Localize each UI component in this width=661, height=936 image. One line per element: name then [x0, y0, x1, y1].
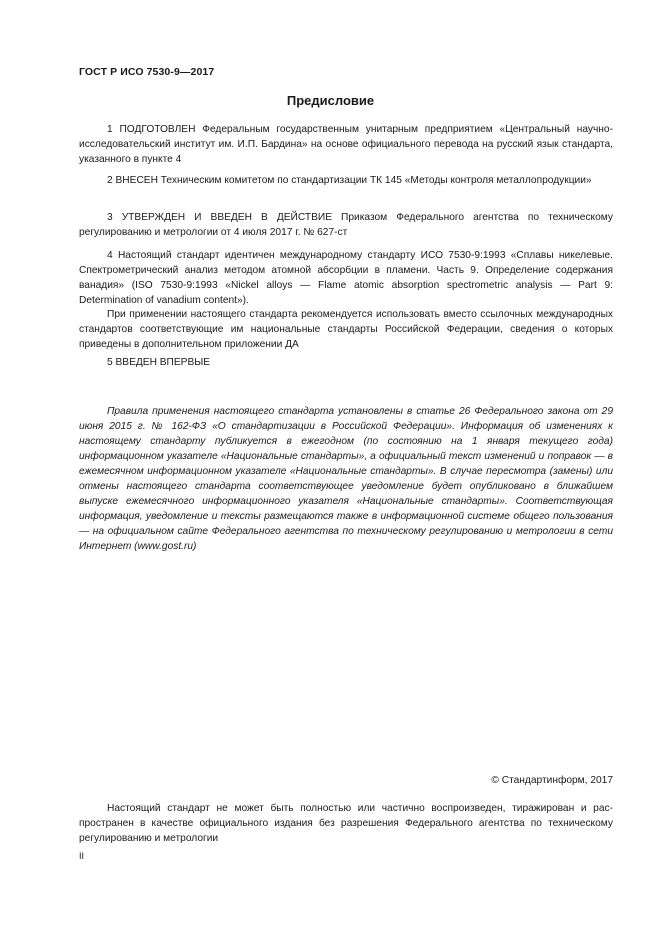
reproduction-notice: Настоящий стандарт не может быть полностью или частично воспроизведен, тиражирован и распространен в качестве официального издания без разрешения Федерального агентства по техническому регулированию и метрологии	[79, 803, 613, 844]
item-4-identical: 4 Настоящий стандарт идентичен международному стандарту ИСО 7530-9:1993 «Сплавы никелевые. Спектрометрический анализ методом атомной абсорбции в пламени. Часть 9. Определение содержания ванадия» (ISO 7530-9:1993 «Nickel alloys — Flame atomic absorption spectrometric analysis — Part 9: Determination of vanadium content»).	[79, 250, 613, 306]
rules-notice: Правила применения настоящего стандарта установлены в статье 26 Федерального закона от 29 июня 2015 г. № 162-ФЗ «О стандартизации в Российской Федерации». Информация об изменениях к настоящему стандарту публикуется в ежегодном (по состоянию на 1 января текущего года) информационном указателе «Национальные стандарты», а официальный текст изменений и поправок — в ежемесячном информационном указателе «Национальные стандарты». В случае пересмотра (замены) или отмены настоящего стандарта соответствующее уведомление будет опубликовано в ближайшем выпуске ежемесячного информационного указателя «Национальные стандарты». Соответствующая информация, уведомление и тексты размещаются также в информационной системе общего пользования — на официальном сайте Федерального агентства по техническому регулированию и метрологии в сети Интернет (www.gost.ru)	[79, 406, 613, 552]
item-5-first-introduced: 5 ВВЕДЕН ВПЕРВЫЕ	[107, 357, 211, 368]
item-4-national-standards-note: При применении настоящего стандарта рекомендуется использовать вместо ссылочных международных стандартов соответствующие им национальные стандарты Российской Федерации, сведения о которых приведены в дополнительном приложении ДА	[79, 309, 613, 350]
copyright: © Стандартинформ, 2017	[491, 775, 613, 786]
page-number: II	[79, 851, 85, 861]
item-3-approved: 3 УТВЕРЖДЕН И ВВЕДЕН В ДЕЙСТВИЕ Приказом Федерального агентства по техническому регулированию и метрологии от 4 июля 2017 г. № 627-ст	[79, 212, 613, 238]
item-1-prepared: 1 ПОДГОТОВЛЕН Федеральным государственным унитарным предприятием «Центральный научно-исследовательский институт им. И.П. Бардина» на основе официального перевода на русский язык стандарта, указанного в пункте 4	[79, 124, 613, 165]
standard-header: ГОСТ Р ИСО 7530-9—2017	[79, 66, 215, 78]
page-title: Предисловие	[286, 93, 375, 108]
item-2-introduced: 2 ВНЕСЕН Техническим комитетом по стандартизации ТК 145 «Методы контроля металлопродукции»	[107, 175, 592, 186]
